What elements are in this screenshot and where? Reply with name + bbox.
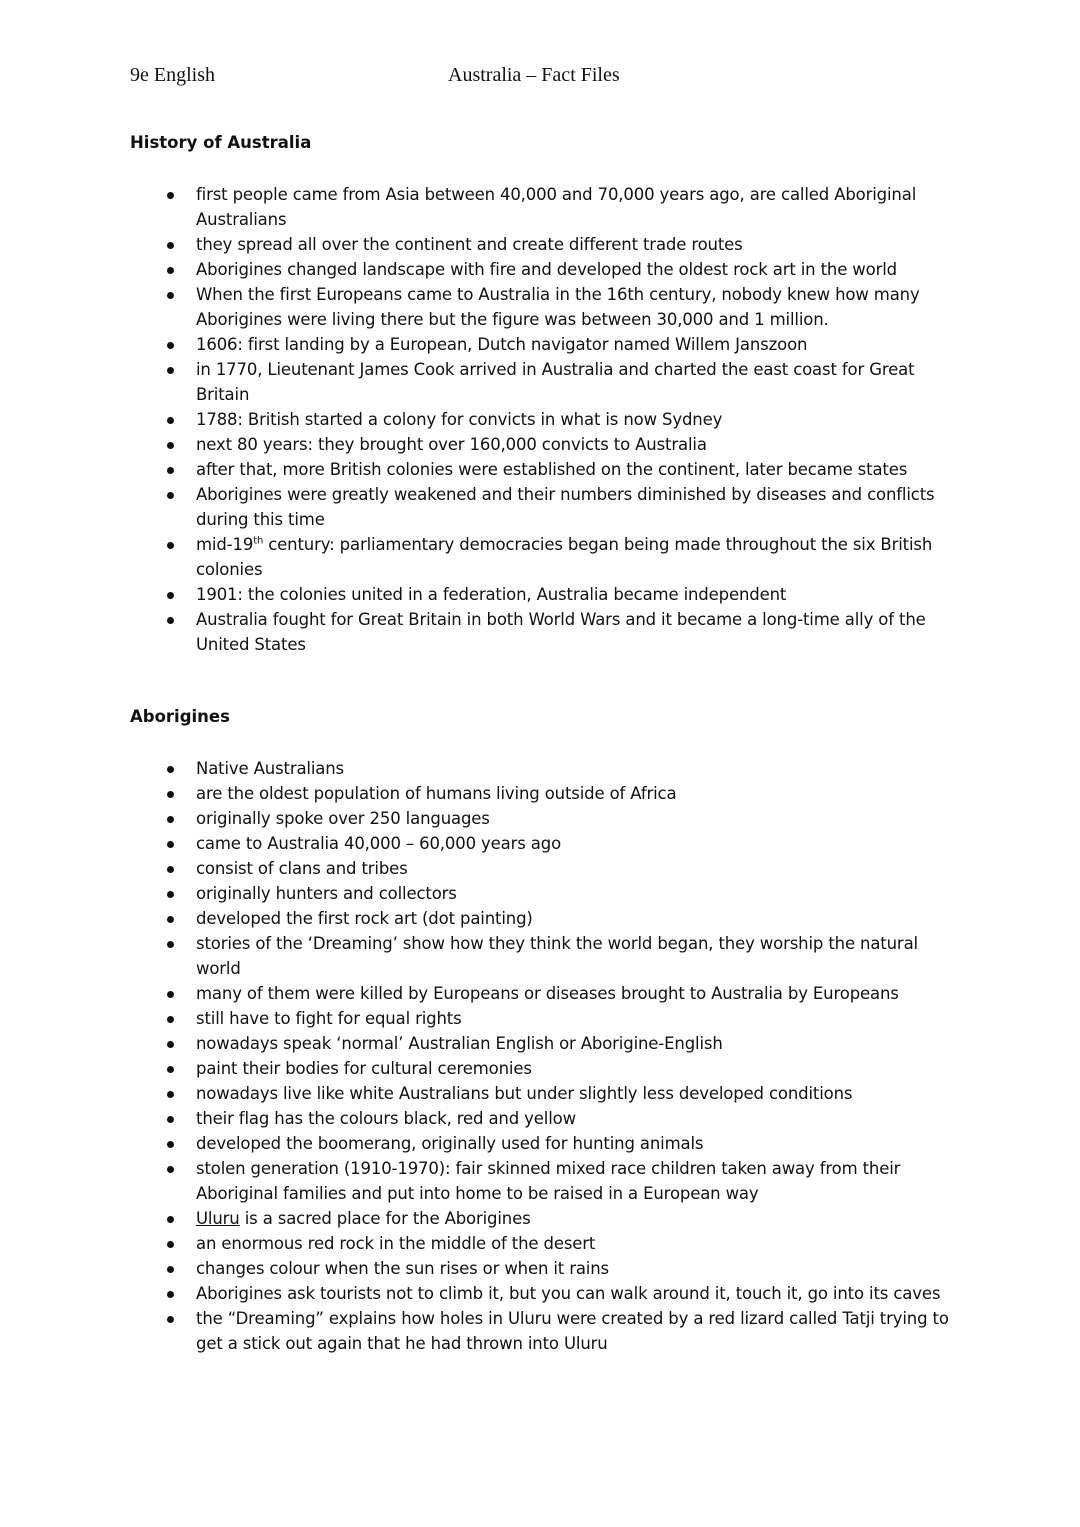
list-item-text: is a sacred place for the Aborigines <box>239 1209 531 1228</box>
list-item <box>130 1206 960 1231</box>
list-item: 1788: British started a colony for convicts in what is now Sydney <box>130 407 960 432</box>
list-item: Native Australians <box>130 756 960 781</box>
list-item: When the first Europeans came to Australia in the 16th century, nobody knew how many Aborigines were living there but the figure was between 30,000 and 1 million. <box>130 282 960 332</box>
list-item: still have to fight for equal rights <box>130 1006 960 1031</box>
list-item: stolen generation (1910-1970): fair skinned mixed race children taken away from their Aboriginal families and put into home to be raised in a European way <box>130 1156 960 1206</box>
list-item: many of them were killed by Europeans or diseases brought to Australia by Europeans <box>130 981 960 1006</box>
list-item: Australia fought for Great Britain in both World Wars and it became a long-time ally of the United States <box>130 607 960 657</box>
list-item: next 80 years: they brought over 160,000 convicts to Australia <box>130 432 960 457</box>
aborigines-section <box>130 706 960 1356</box>
superscript: th <box>253 535 264 547</box>
list-item: are the oldest population of humans living outside of Africa <box>130 781 960 806</box>
aborigines-heading: Aborigines <box>130 707 230 726</box>
list-item: 1606: first landing by a European, Dutch navigator named Willem Janszoon <box>130 332 960 357</box>
list-item: consist of clans and tribes <box>130 856 960 881</box>
page-header <box>130 64 950 94</box>
list-item: after that, more British colonies were established on the continent, later became states <box>130 457 960 482</box>
list-item: paint their bodies for cultural ceremonies <box>130 1056 960 1081</box>
list-item <box>130 532 960 582</box>
list-item: the “Dreaming” explains how holes in Uluru were created by a red lizard called Tatji trying to get a stick out again that he had thrown into Uluru <box>130 1306 960 1356</box>
history-heading: History of Australia <box>130 133 312 152</box>
list-item: originally hunters and collectors <box>130 881 960 906</box>
history-list <box>130 182 960 657</box>
list-item: Aborigines changed landscape with fire and developed the oldest rock art in the world <box>130 257 960 282</box>
aborigines-list <box>130 756 960 1356</box>
list-item: came to Australia 40,000 – 60,000 years ago <box>130 831 960 856</box>
list-item: in 1770, Lieutenant James Cook arrived in Australia and charted the east coast for Great Britain <box>130 357 960 407</box>
history-section <box>130 132 960 657</box>
list-item: developed the boomerang, originally used for hunting animals <box>130 1131 960 1156</box>
list-item: developed the first rock art (dot painting) <box>130 906 960 931</box>
header-course-label: 9e English <box>130 64 215 86</box>
list-item: stories of the ‘Dreaming’ show how they think the world began, they worship the natural world <box>130 931 960 981</box>
list-item: nowadays live like white Australians but under slightly less developed conditions <box>130 1081 960 1106</box>
list-item: an enormous red rock in the middle of the desert <box>130 1231 960 1256</box>
list-item: originally spoke over 250 languages <box>130 806 960 831</box>
list-item: changes colour when the sun rises or when it rains <box>130 1256 960 1281</box>
list-item: Aborigines were greatly weakened and their numbers diminished by diseases and conflicts during this time <box>130 482 960 532</box>
list-item-text: mid-19 <box>196 535 254 554</box>
list-item: they spread all over the continent and create different trade routes <box>130 232 960 257</box>
list-item-text: century: parliamentary democracies began being made throughout the six British colonies <box>196 535 933 579</box>
underlined-term: Uluru <box>196 1209 240 1228</box>
list-item: nowadays speak ‘normal’ Australian English or Aborigine-English <box>130 1031 960 1056</box>
list-item: 1901: the colonies united in a federation, Australia became independent <box>130 582 960 607</box>
header-document-title: Australia – Fact Files <box>448 64 620 86</box>
list-item: their flag has the colours black, red and yellow <box>130 1106 960 1131</box>
list-item: first people came from Asia between 40,000 and 70,000 years ago, are called Aboriginal Australians <box>130 182 960 232</box>
list-item: Aborigines ask tourists not to climb it, but you can walk around it, touch it, go into its caves <box>130 1281 960 1306</box>
